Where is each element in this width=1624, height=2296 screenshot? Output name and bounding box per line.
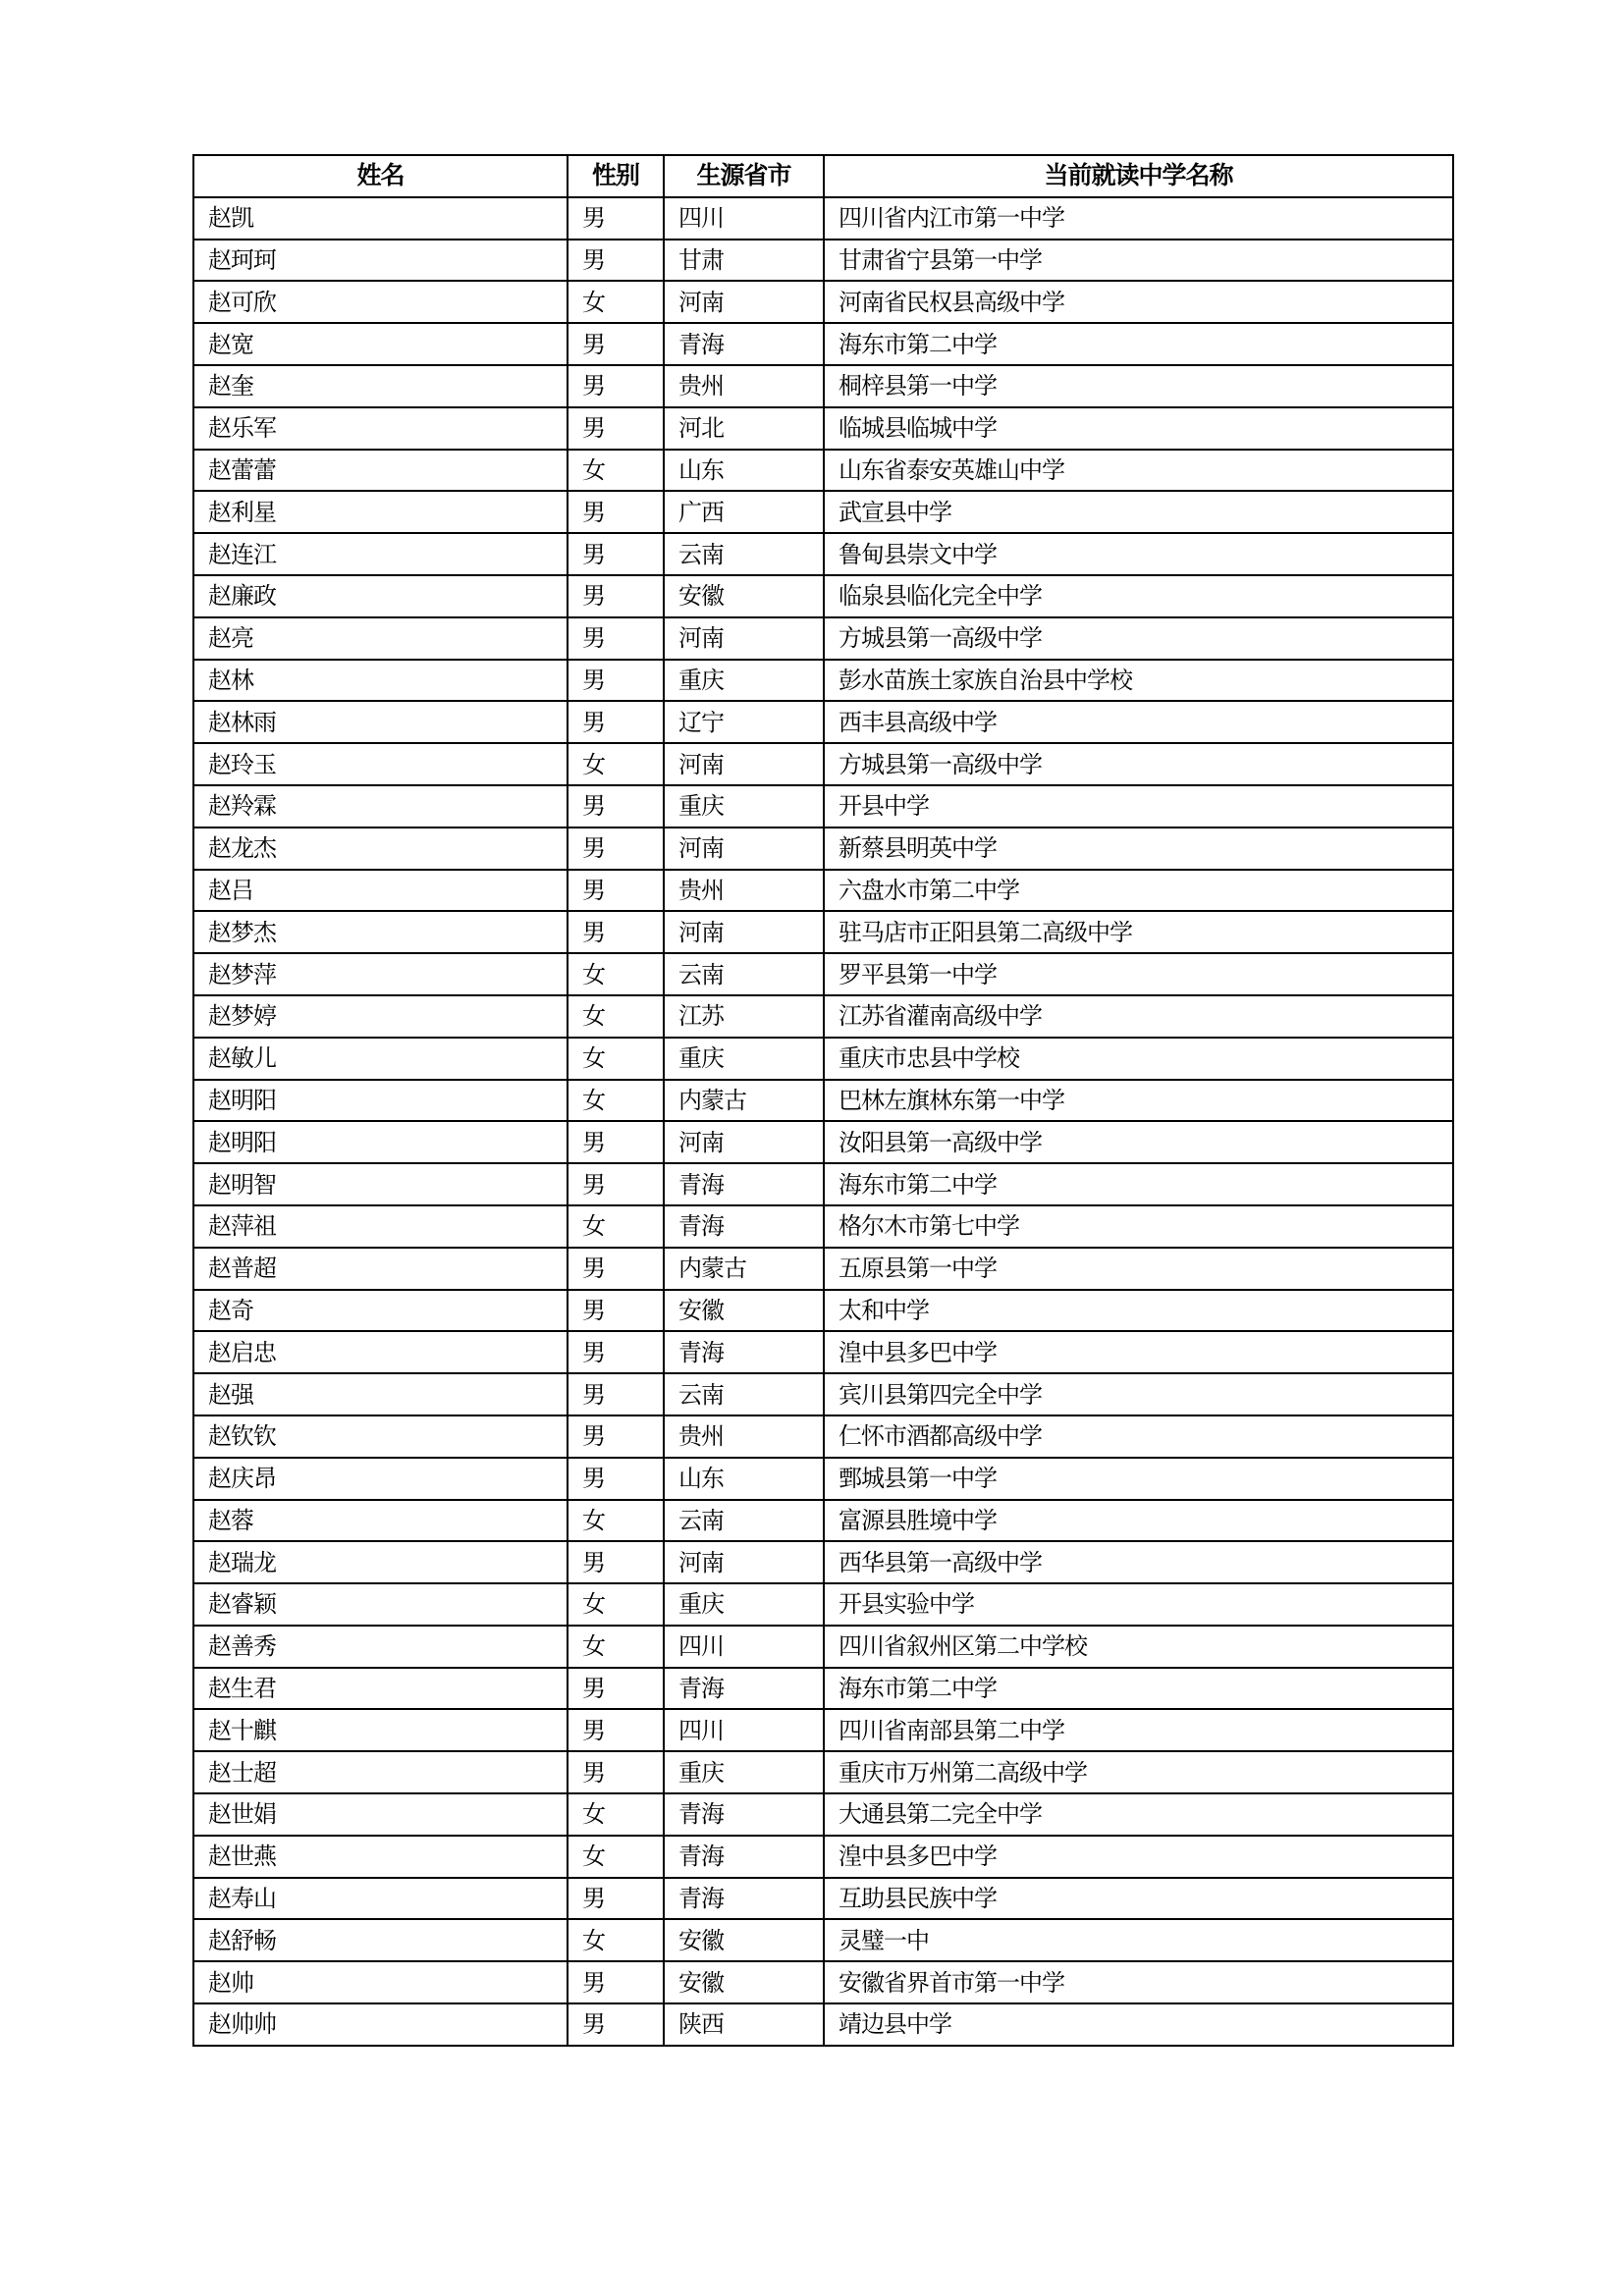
cell-province: 青海 bbox=[664, 1668, 824, 1710]
cell-province: 河南 bbox=[664, 281, 824, 323]
cell-school: 灵璧一中 bbox=[824, 1919, 1453, 1961]
cell-province: 青海 bbox=[664, 1205, 824, 1248]
cell-name: 赵梦杰 bbox=[193, 911, 568, 953]
cell-gender: 男 bbox=[568, 491, 664, 533]
cell-name: 赵睿颖 bbox=[193, 1583, 568, 1626]
header-name: 姓名 bbox=[193, 155, 568, 197]
cell-school: 罗平县第一中学 bbox=[824, 953, 1453, 995]
cell-province: 江苏 bbox=[664, 995, 824, 1038]
table-row bbox=[193, 1709, 1453, 1751]
table-row bbox=[193, 533, 1453, 575]
cell-name: 赵奇 bbox=[193, 1290, 568, 1332]
cell-name: 赵十麒 bbox=[193, 1709, 568, 1751]
cell-province: 内蒙古 bbox=[664, 1080, 824, 1122]
cell-name: 赵寿山 bbox=[193, 1878, 568, 1920]
cell-name: 赵奎 bbox=[193, 365, 568, 407]
table-row bbox=[193, 911, 1453, 953]
cell-gender: 女 bbox=[568, 1038, 664, 1080]
cell-school: 六盘水市第二中学 bbox=[824, 870, 1453, 912]
cell-name: 赵明智 bbox=[193, 1163, 568, 1205]
table-row bbox=[193, 743, 1453, 785]
table-row bbox=[193, 491, 1453, 533]
cell-school: 富源县胜境中学 bbox=[824, 1500, 1453, 1542]
table-row bbox=[193, 1583, 1453, 1626]
cell-gender: 男 bbox=[568, 1541, 664, 1583]
cell-name: 赵明阳 bbox=[193, 1121, 568, 1163]
cell-name: 赵珂珂 bbox=[193, 240, 568, 282]
cell-gender: 男 bbox=[568, 1373, 664, 1415]
cell-gender: 男 bbox=[568, 1458, 664, 1500]
table-row bbox=[193, 617, 1453, 660]
cell-school: 西丰县高级中学 bbox=[824, 701, 1453, 743]
cell-school: 桐梓县第一中学 bbox=[824, 365, 1453, 407]
table-row bbox=[193, 1878, 1453, 1920]
cell-school: 临城县临城中学 bbox=[824, 407, 1453, 450]
cell-province: 四川 bbox=[664, 1626, 824, 1668]
table-row bbox=[193, 1919, 1453, 1961]
table-row bbox=[193, 1793, 1453, 1836]
cell-province: 青海 bbox=[664, 323, 824, 365]
table-row bbox=[193, 1626, 1453, 1668]
table-row bbox=[193, 575, 1453, 617]
cell-school: 宾川县第四完全中学 bbox=[824, 1373, 1453, 1415]
cell-province: 安徽 bbox=[664, 575, 824, 617]
cell-province: 河南 bbox=[664, 1541, 824, 1583]
cell-gender: 男 bbox=[568, 240, 664, 282]
cell-province: 青海 bbox=[664, 1331, 824, 1373]
cell-gender: 男 bbox=[568, 1751, 664, 1793]
cell-school: 山东省泰安英雄山中学 bbox=[824, 450, 1453, 492]
cell-province: 安徽 bbox=[664, 1961, 824, 2003]
cell-name: 赵吕 bbox=[193, 870, 568, 912]
cell-province: 重庆 bbox=[664, 1583, 824, 1626]
cell-school: 驻马店市正阳县第二高级中学 bbox=[824, 911, 1453, 953]
cell-school: 河南省民权县高级中学 bbox=[824, 281, 1453, 323]
cell-gender: 女 bbox=[568, 1080, 664, 1122]
cell-gender: 男 bbox=[568, 323, 664, 365]
table-row bbox=[193, 701, 1453, 743]
cell-name: 赵帅 bbox=[193, 1961, 568, 2003]
cell-school: 安徽省界首市第一中学 bbox=[824, 1961, 1453, 2003]
cell-province: 山东 bbox=[664, 1458, 824, 1500]
cell-gender: 女 bbox=[568, 1500, 664, 1542]
cell-name: 赵生君 bbox=[193, 1668, 568, 1710]
cell-gender: 女 bbox=[568, 1583, 664, 1626]
table-row bbox=[193, 365, 1453, 407]
cell-school: 汝阳县第一高级中学 bbox=[824, 1121, 1453, 1163]
cell-gender: 女 bbox=[568, 995, 664, 1038]
cell-name: 赵梦婷 bbox=[193, 995, 568, 1038]
cell-school: 五原县第一中学 bbox=[824, 1248, 1453, 1290]
cell-school: 巴林左旗林东第一中学 bbox=[824, 1080, 1453, 1122]
cell-province: 重庆 bbox=[664, 1038, 824, 1080]
cell-province: 青海 bbox=[664, 1163, 824, 1205]
cell-school: 西华县第一高级中学 bbox=[824, 1541, 1453, 1583]
cell-province: 云南 bbox=[664, 953, 824, 995]
cell-gender: 男 bbox=[568, 1415, 664, 1458]
cell-province: 贵州 bbox=[664, 870, 824, 912]
cell-province: 河南 bbox=[664, 617, 824, 660]
cell-gender: 女 bbox=[568, 281, 664, 323]
cell-province: 山东 bbox=[664, 450, 824, 492]
cell-name: 赵瑞龙 bbox=[193, 1541, 568, 1583]
table-row bbox=[193, 995, 1453, 1038]
table-row bbox=[193, 1458, 1453, 1500]
cell-province: 贵州 bbox=[664, 1415, 824, 1458]
cell-name: 赵梦萍 bbox=[193, 953, 568, 995]
cell-school: 湟中县多巴中学 bbox=[824, 1836, 1453, 1878]
cell-name: 赵林雨 bbox=[193, 701, 568, 743]
cell-name: 赵帅帅 bbox=[193, 2003, 568, 2046]
table-row bbox=[193, 785, 1453, 828]
table-row bbox=[193, 1541, 1453, 1583]
table-row bbox=[193, 2003, 1453, 2046]
cell-name: 赵可欣 bbox=[193, 281, 568, 323]
cell-name: 赵利星 bbox=[193, 491, 568, 533]
cell-school: 四川省南部县第二中学 bbox=[824, 1709, 1453, 1751]
cell-school: 方城县第一高级中学 bbox=[824, 743, 1453, 785]
cell-school: 四川省叙州区第二中学校 bbox=[824, 1626, 1453, 1668]
cell-name: 赵廉政 bbox=[193, 575, 568, 617]
cell-gender: 男 bbox=[568, 1878, 664, 1920]
cell-province: 内蒙古 bbox=[664, 1248, 824, 1290]
cell-gender: 女 bbox=[568, 953, 664, 995]
cell-school: 湟中县多巴中学 bbox=[824, 1331, 1453, 1373]
cell-province: 青海 bbox=[664, 1793, 824, 1836]
cell-name: 赵世燕 bbox=[193, 1836, 568, 1878]
cell-gender: 男 bbox=[568, 1290, 664, 1332]
cell-province: 河北 bbox=[664, 407, 824, 450]
cell-school: 海东市第二中学 bbox=[824, 1668, 1453, 1710]
header-school: 当前就读中学名称 bbox=[824, 155, 1453, 197]
cell-province: 河南 bbox=[664, 911, 824, 953]
table-row bbox=[193, 281, 1453, 323]
cell-province: 安徽 bbox=[664, 1290, 824, 1332]
cell-name: 赵蓉 bbox=[193, 1500, 568, 1542]
cell-school: 武宣县中学 bbox=[824, 491, 1453, 533]
cell-gender: 男 bbox=[568, 660, 664, 702]
table-row bbox=[193, 323, 1453, 365]
cell-gender: 男 bbox=[568, 1163, 664, 1205]
cell-name: 赵蕾蕾 bbox=[193, 450, 568, 492]
cell-school: 重庆市忠县中学校 bbox=[824, 1038, 1453, 1080]
cell-name: 赵萍祖 bbox=[193, 1205, 568, 1248]
table-row bbox=[193, 1248, 1453, 1290]
cell-gender: 男 bbox=[568, 2003, 664, 2046]
table-row bbox=[193, 1205, 1453, 1248]
cell-gender: 男 bbox=[568, 1248, 664, 1290]
cell-school: 海东市第二中学 bbox=[824, 1163, 1453, 1205]
table-row bbox=[193, 1080, 1453, 1122]
cell-school: 鲁甸县崇文中学 bbox=[824, 533, 1453, 575]
cell-school: 江苏省灌南高级中学 bbox=[824, 995, 1453, 1038]
cell-gender: 男 bbox=[568, 1331, 664, 1373]
cell-gender: 男 bbox=[568, 1961, 664, 2003]
cell-province: 四川 bbox=[664, 1709, 824, 1751]
cell-school: 开县中学 bbox=[824, 785, 1453, 828]
cell-school: 彭水苗族土家族自治县中学校 bbox=[824, 660, 1453, 702]
cell-gender: 男 bbox=[568, 617, 664, 660]
table-row bbox=[193, 1331, 1453, 1373]
cell-school: 临泉县临化完全中学 bbox=[824, 575, 1453, 617]
cell-province: 辽宁 bbox=[664, 701, 824, 743]
cell-school: 大通县第二完全中学 bbox=[824, 1793, 1453, 1836]
table-row bbox=[193, 1500, 1453, 1542]
cell-gender: 男 bbox=[568, 701, 664, 743]
cell-name: 赵善秀 bbox=[193, 1626, 568, 1668]
cell-gender: 男 bbox=[568, 911, 664, 953]
table-row bbox=[193, 1668, 1453, 1710]
cell-gender: 女 bbox=[568, 1205, 664, 1248]
cell-school: 开县实验中学 bbox=[824, 1583, 1453, 1626]
cell-name: 赵连江 bbox=[193, 533, 568, 575]
cell-province: 河南 bbox=[664, 828, 824, 870]
cell-gender: 男 bbox=[568, 1668, 664, 1710]
table-row bbox=[193, 1038, 1453, 1080]
cell-province: 安徽 bbox=[664, 1919, 824, 1961]
cell-gender: 男 bbox=[568, 197, 664, 240]
cell-gender: 男 bbox=[568, 1121, 664, 1163]
cell-school: 海东市第二中学 bbox=[824, 323, 1453, 365]
cell-name: 赵宽 bbox=[193, 323, 568, 365]
cell-province: 陕西 bbox=[664, 2003, 824, 2046]
cell-gender: 男 bbox=[568, 785, 664, 828]
cell-gender: 男 bbox=[568, 870, 664, 912]
cell-name: 赵启忠 bbox=[193, 1331, 568, 1373]
cell-province: 河南 bbox=[664, 1121, 824, 1163]
header-gender: 性别 bbox=[568, 155, 664, 197]
cell-gender: 女 bbox=[568, 1836, 664, 1878]
cell-gender: 女 bbox=[568, 1793, 664, 1836]
cell-name: 赵玲玉 bbox=[193, 743, 568, 785]
table-row bbox=[193, 1836, 1453, 1878]
table-header-row bbox=[193, 155, 1453, 197]
table-row bbox=[193, 828, 1453, 870]
cell-gender: 女 bbox=[568, 1626, 664, 1668]
table-row bbox=[193, 1121, 1453, 1163]
cell-name: 赵敏儿 bbox=[193, 1038, 568, 1080]
table-row bbox=[193, 1163, 1453, 1205]
cell-school: 仁怀市酒都高级中学 bbox=[824, 1415, 1453, 1458]
cell-school: 靖边县中学 bbox=[824, 2003, 1453, 2046]
cell-province: 贵州 bbox=[664, 365, 824, 407]
cell-province: 广西 bbox=[664, 491, 824, 533]
cell-school: 甘肃省宁县第一中学 bbox=[824, 240, 1453, 282]
cell-name: 赵世娟 bbox=[193, 1793, 568, 1836]
table-row bbox=[193, 407, 1453, 450]
cell-gender: 女 bbox=[568, 743, 664, 785]
cell-name: 赵钦钦 bbox=[193, 1415, 568, 1458]
table-row bbox=[193, 1961, 1453, 2003]
cell-name: 赵士超 bbox=[193, 1751, 568, 1793]
cell-gender: 男 bbox=[568, 533, 664, 575]
student-roster-table bbox=[192, 154, 1454, 2047]
cell-province: 河南 bbox=[664, 743, 824, 785]
cell-province: 重庆 bbox=[664, 660, 824, 702]
cell-school: 互助县民族中学 bbox=[824, 1878, 1453, 1920]
table-row bbox=[193, 953, 1453, 995]
cell-gender: 女 bbox=[568, 450, 664, 492]
table-row bbox=[193, 1751, 1453, 1793]
cell-province: 重庆 bbox=[664, 785, 824, 828]
cell-name: 赵乐军 bbox=[193, 407, 568, 450]
cell-province: 甘肃 bbox=[664, 240, 824, 282]
header-province: 生源省市 bbox=[664, 155, 824, 197]
cell-gender: 女 bbox=[568, 1919, 664, 1961]
cell-province: 青海 bbox=[664, 1878, 824, 1920]
cell-gender: 男 bbox=[568, 407, 664, 450]
cell-name: 赵羚霖 bbox=[193, 785, 568, 828]
cell-school: 太和中学 bbox=[824, 1290, 1453, 1332]
table-row bbox=[193, 660, 1453, 702]
cell-province: 云南 bbox=[664, 1373, 824, 1415]
cell-name: 赵明阳 bbox=[193, 1080, 568, 1122]
cell-province: 云南 bbox=[664, 533, 824, 575]
table-row bbox=[193, 870, 1453, 912]
cell-name: 赵舒畅 bbox=[193, 1919, 568, 1961]
table-body bbox=[193, 197, 1453, 2046]
cell-name: 赵庆昂 bbox=[193, 1458, 568, 1500]
cell-gender: 男 bbox=[568, 575, 664, 617]
cell-school: 方城县第一高级中学 bbox=[824, 617, 1453, 660]
cell-name: 赵龙杰 bbox=[193, 828, 568, 870]
cell-school: 格尔木市第七中学 bbox=[824, 1205, 1453, 1248]
cell-school: 新蔡县明英中学 bbox=[824, 828, 1453, 870]
cell-school: 四川省内江市第一中学 bbox=[824, 197, 1453, 240]
table-row bbox=[193, 197, 1453, 240]
table-row bbox=[193, 1373, 1453, 1415]
cell-gender: 男 bbox=[568, 365, 664, 407]
cell-name: 赵强 bbox=[193, 1373, 568, 1415]
cell-name: 赵凯 bbox=[193, 197, 568, 240]
cell-province: 四川 bbox=[664, 197, 824, 240]
cell-name: 赵亮 bbox=[193, 617, 568, 660]
table-row bbox=[193, 240, 1453, 282]
cell-province: 云南 bbox=[664, 1500, 824, 1542]
cell-name: 赵普超 bbox=[193, 1248, 568, 1290]
cell-school: 重庆市万州第二高级中学 bbox=[824, 1751, 1453, 1793]
table-row bbox=[193, 1290, 1453, 1332]
cell-province: 青海 bbox=[664, 1836, 824, 1878]
cell-province: 重庆 bbox=[664, 1751, 824, 1793]
table-row bbox=[193, 450, 1453, 492]
cell-school: 鄄城县第一中学 bbox=[824, 1458, 1453, 1500]
cell-name: 赵林 bbox=[193, 660, 568, 702]
cell-gender: 男 bbox=[568, 1709, 664, 1751]
cell-gender: 男 bbox=[568, 828, 664, 870]
table-row bbox=[193, 1415, 1453, 1458]
